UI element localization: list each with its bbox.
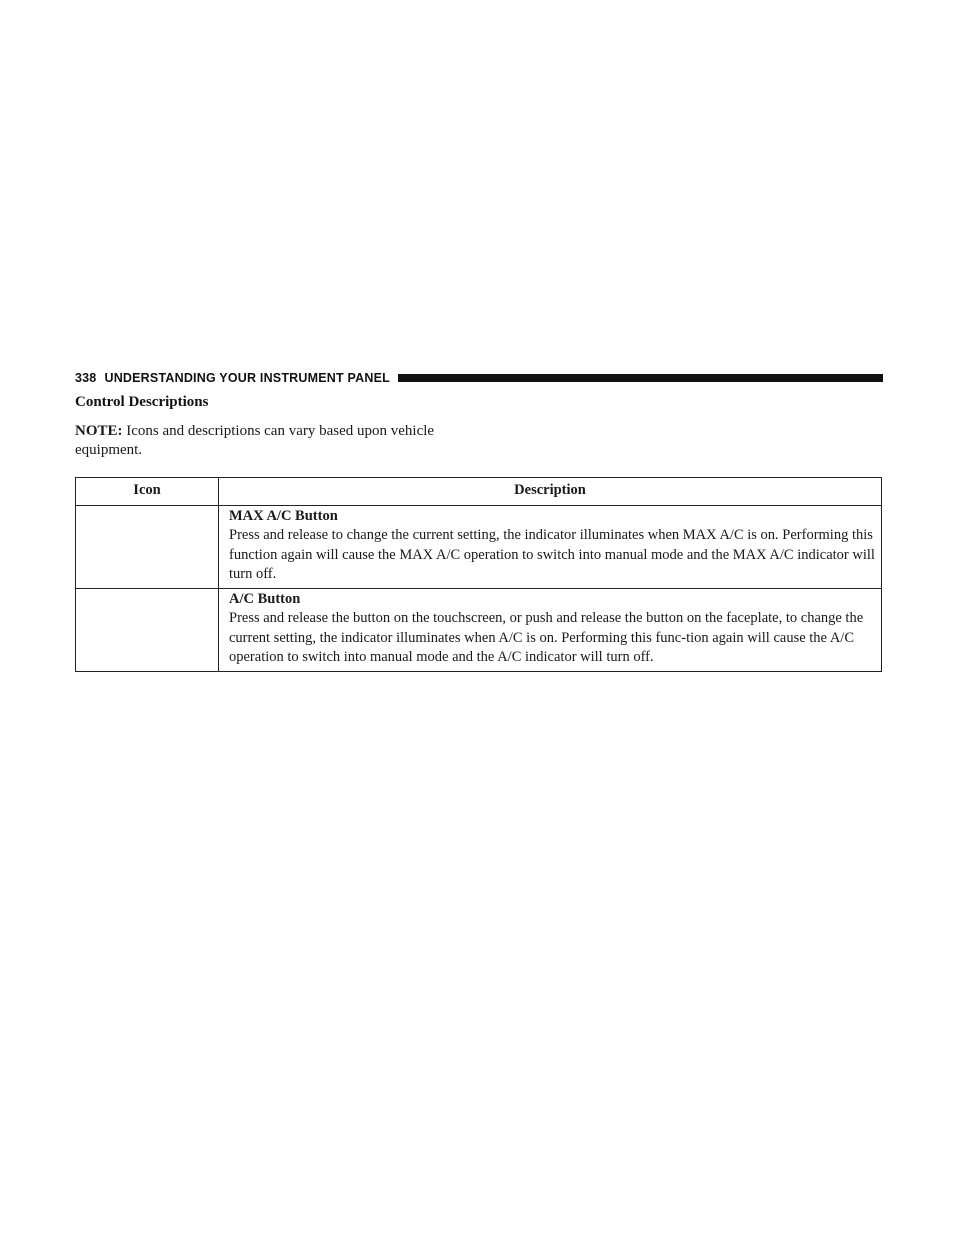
note-paragraph <box>75 422 475 460</box>
section-heading: Control Descriptions <box>75 394 209 410</box>
note-label: NOTE: <box>75 423 123 439</box>
table-row <box>76 505 882 588</box>
row-text: Press and release to change the current setting, the indicator illuminates when MAX A/C is on. Performing this function again will cause the MAX A/C operation to switch into manual mode and the MAX A/C indicator will turn off. <box>229 527 875 582</box>
page-header <box>75 370 883 386</box>
note-text: Icons and descriptions can vary based upon vehicle equipment. <box>75 423 435 458</box>
header-rule <box>398 374 883 382</box>
table-row <box>76 588 882 671</box>
section-title: UNDERSTANDING YOUR INSTRUMENT PANEL <box>104 371 390 385</box>
description-cell <box>219 505 882 588</box>
table-header-row <box>76 478 882 506</box>
page-number: 338 <box>75 371 97 385</box>
row-title: MAX A/C Button <box>229 507 338 524</box>
icon-cell <box>76 588 219 671</box>
control-descriptions-table <box>75 477 882 672</box>
column-header-description: Description <box>219 478 882 506</box>
column-header-icon: Icon <box>76 478 219 506</box>
row-text: Press and release the button on the touchscreen, or push and release the button on the faceplate, to change the current setting, the indicator illuminates when A/C is on. Performing this func-tion again will cause the A/C operation to switch into manual mode and the A/C indicator will turn off. <box>229 610 864 665</box>
icon-cell <box>76 505 219 588</box>
row-title: A/C Button <box>229 590 301 607</box>
description-cell <box>219 588 882 671</box>
